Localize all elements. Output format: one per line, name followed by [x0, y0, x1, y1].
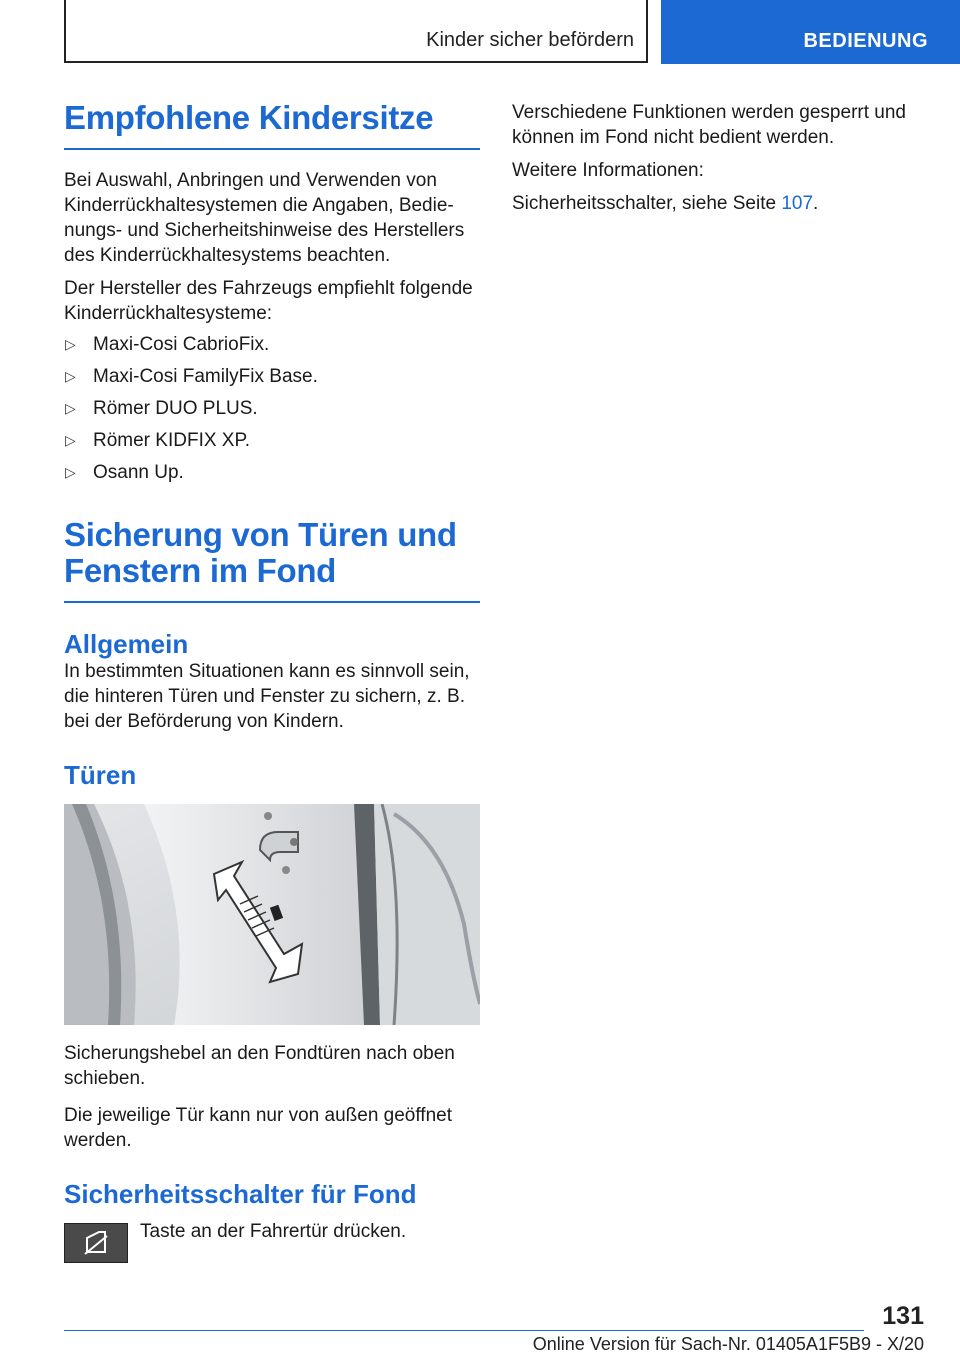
window-lock-icon — [64, 1223, 128, 1263]
paragraph-doors-outside: Die jeweilige Tür kann nur von außen geöffnet werden. — [64, 1105, 452, 1151]
triangle-bullet-icon: ▷ — [65, 400, 76, 416]
footer-divider — [64, 1330, 864, 1331]
page-number: 131 — [882, 1302, 924, 1330]
section-title: BEDIENUNG — [803, 30, 928, 52]
triangle-bullet-icon: ▷ — [65, 464, 76, 480]
list-item: ▷ Römer KIDFIX XP. — [65, 430, 250, 451]
paragraph-child-seat-instructions: Bei Auswahl, Anbringen und Verwenden von Kinderrückhaltesystemen die Angaben, Bedie-nungs- und Sicherheitshinweise des Herstellers des Kinderrückhaltesystems beachten. — [64, 170, 465, 266]
door-lock-figure — [64, 804, 480, 1025]
chapter-tab — [64, 0, 648, 63]
heading-recommended-child-seats: Empfohlene Kindersitze — [64, 100, 480, 150]
heading-securing-doors-windows: Sicherung von Türen und Fenstern im Fond — [64, 517, 480, 603]
paragraph-doors-lever: Sicherungshebel an den Fondtüren nach oben schieben. — [64, 1043, 455, 1089]
paragraph-reference: Sicherheitsschalter, siehe Seite 107. — [512, 193, 819, 214]
left-column — [64, 100, 480, 1283]
safety-switch-instruction: Taste an der Fahrertür drücken. — [140, 1221, 407, 1242]
right-column — [512, 100, 928, 216]
child-seat-list — [64, 332, 480, 485]
heading-doors: Türen — [64, 760, 137, 790]
heading-general: Allgemein — [64, 629, 189, 659]
list-item: ▷ Maxi-Cosi CabrioFix. — [65, 334, 270, 355]
section-tab — [661, 0, 960, 64]
heading-safety-switch: Sicherheitsschalter für Fond — [64, 1179, 417, 1209]
triangle-bullet-icon: ▷ — [65, 336, 76, 352]
list-item: ▷ Osann Up. — [65, 462, 184, 483]
triangle-bullet-icon: ▷ — [65, 368, 76, 384]
triangle-bullet-icon: ▷ — [65, 432, 76, 448]
safety-switch-row — [64, 1217, 480, 1283]
paragraph-more-info: Weitere Informationen: — [512, 160, 704, 181]
footer-version: Online Version für Sach-Nr. 01405A1F5B9 - X/20 — [532, 1334, 924, 1354]
page-reference-link[interactable]: 107 — [781, 193, 814, 214]
list-item: ▷ Maxi-Cosi FamilyFix Base. — [65, 366, 318, 387]
chapter-title: Kinder sicher befördern — [426, 29, 634, 51]
paragraph-manufacturer-recommendation: Der Hersteller des Fahrzeugs empfiehlt folgende Kinderrückhaltesysteme: — [64, 278, 473, 324]
paragraph-general: In bestimmten Situationen kann es sinnvoll sein, die hinteren Türen und Fenster zu sichern, z. B. bei der Beförderung von Kindern. — [64, 661, 470, 732]
list-item: ▷ Römer DUO PLUS. — [65, 398, 258, 419]
page-header — [64, 0, 960, 64]
paragraph-functions-locked: Verschiedene Funktionen werden gesperrt und können im Fond nicht bedient werden. — [512, 102, 906, 148]
